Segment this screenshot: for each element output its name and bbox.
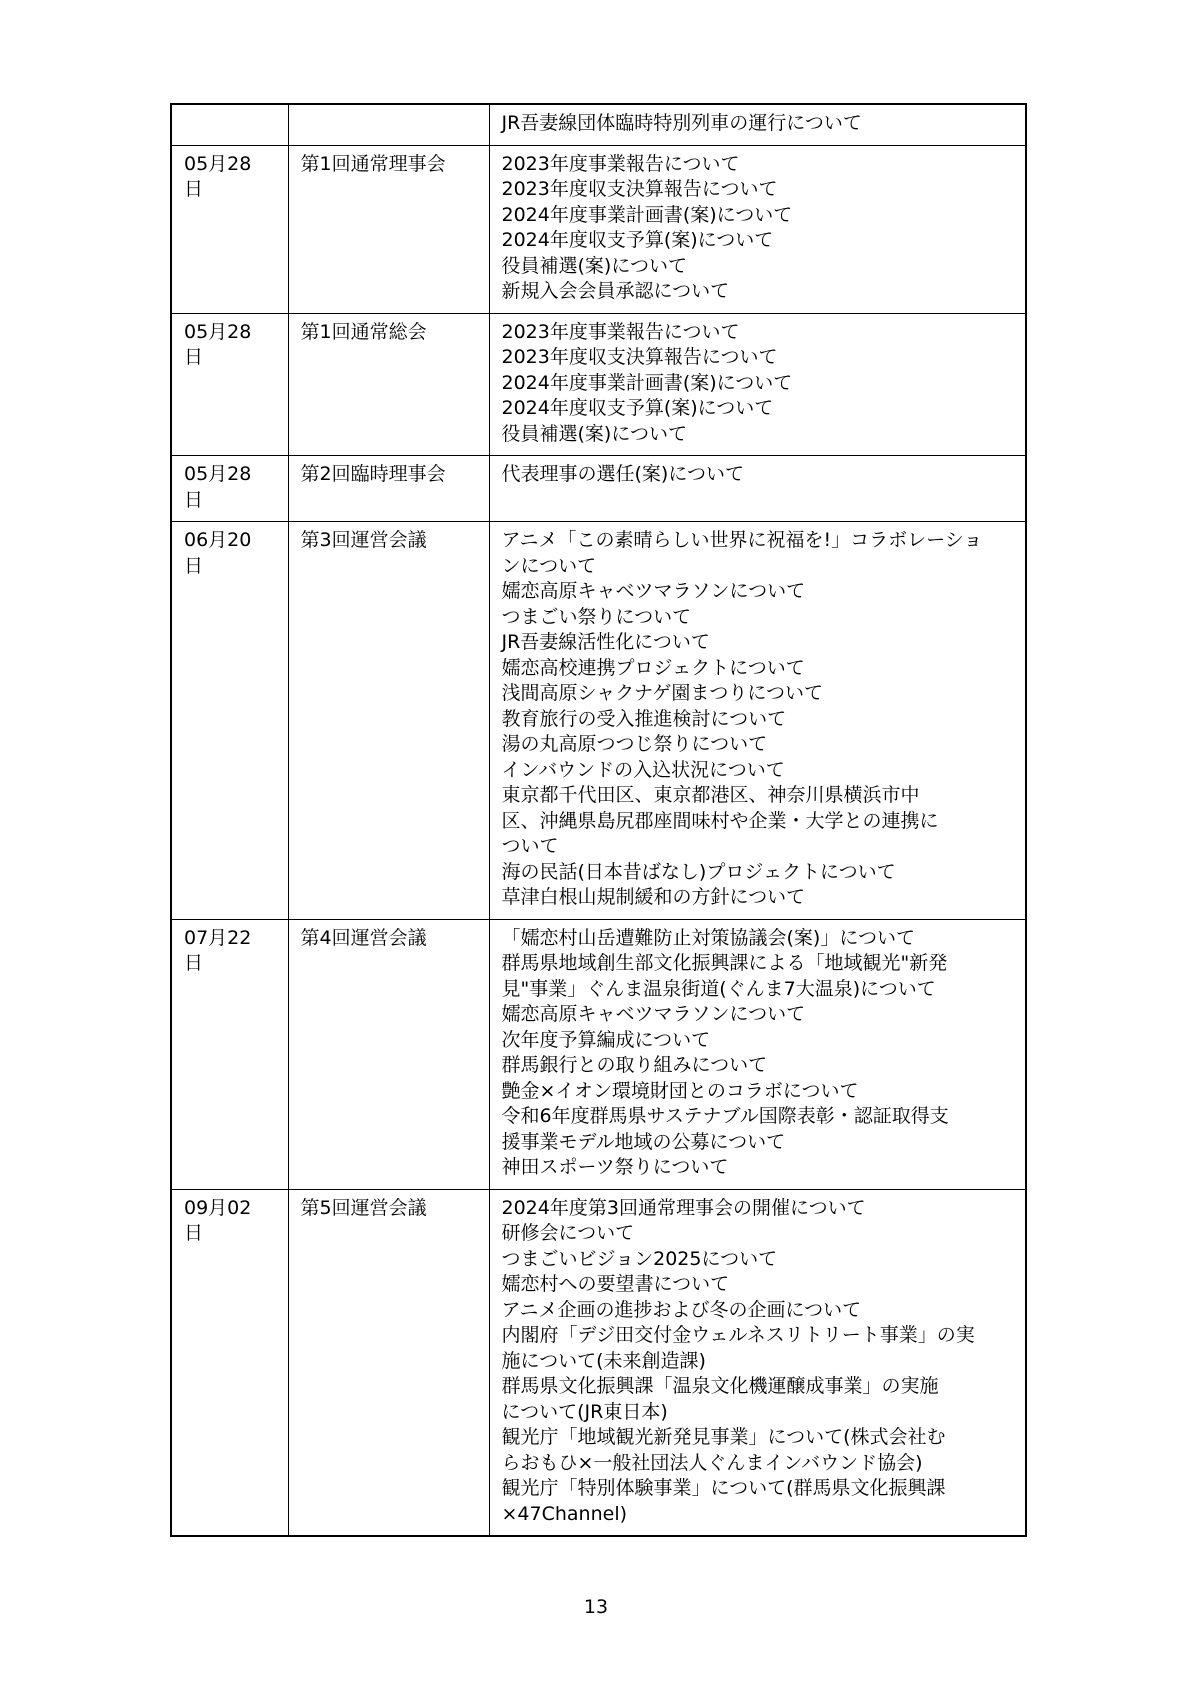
agenda-cell [489,456,1026,522]
meeting-name: 第5回運営会議 [300,1196,427,1219]
agenda-line: 観光庁「特別体験事業」について(群馬県文化振興課 [501,1477,946,1499]
agenda-line: アニメ企画の進捗および冬の企画について [501,1298,862,1321]
date-cell [171,919,288,1189]
agenda-cell [489,919,1026,1189]
table-row [171,313,1026,456]
date-cell [171,456,288,522]
meeting-name-cell [288,522,489,920]
agenda-line: 東京都千代田区、東京都港区、神奈川県横浜市中 [501,784,920,806]
agenda-line: 見"事業」ぐんま温泉街道(ぐんま7大温泉)について [501,977,936,1000]
agenda-line: 役員補選(案)について [501,422,687,445]
agenda-line: 嬬恋村への要望書について [501,1273,730,1295]
agenda-line: 2024年度収支予算(案)について [501,397,774,419]
table-row [171,1189,1026,1536]
date-line: 06月20 [184,529,252,551]
agenda-line: ついて [501,835,559,857]
agenda-line: JR吾妻線団体臨時特別列車の運行について [501,112,862,134]
agenda-line: 内閣府「デジ田交付金ウェルネスリトリート事業」の実 [501,1324,975,1346]
agenda-line: 海の民話(日本昔ばなし)プロジェクトについて [501,860,896,883]
agenda-line: 次年度予算編成について [501,1028,711,1051]
date-line: 日 [184,952,204,974]
agenda-line: 教育旅行の受入推進検討について [501,707,787,730]
agenda-line: 2023年度収支決算報告について [501,346,778,368]
page-number: 13 [583,1596,609,1618]
date-line: 05月28 [184,152,252,175]
agenda-line: 2023年度事業報告について [501,152,740,175]
agenda-line [502,488,1016,514]
meeting-name: 第2回臨時理事会 [300,463,446,485]
agenda-cell [489,1189,1026,1536]
agenda-line: 施について(未来創造課) [501,1349,706,1372]
agenda-line: 嬬恋高原キャベツマラソンについて [501,1003,806,1025]
table-row [171,522,1026,920]
meeting-name-cell [288,104,489,145]
agenda-line: 役員補選(案)について [501,254,687,277]
meeting-name: 第3回運営会議 [300,529,427,551]
agenda-line: 2023年度収支決算報告について [501,178,778,200]
date-line: 日 [184,178,204,200]
agenda-cell [489,104,1026,145]
agenda-line: ×47Channel) [501,1502,628,1525]
agenda-line: ンについて [501,554,597,577]
agenda-line: 代表理事の選任(案)について [501,463,744,485]
table-row [171,104,1026,145]
table-body [171,104,1026,1536]
date-cell [171,522,288,920]
agenda-line: 嬬恋高校連携プロジェクトについて [501,656,805,679]
agenda-line: 群馬県地域創生部文化振興課による「地域観光"新発 [501,952,948,974]
date-line: 09月02 [184,1196,252,1219]
agenda-line: らおもひ×一般社団法人ぐんまインバウンド協会) [501,1451,923,1474]
agenda-line: 新規入会会員承認について [501,280,730,302]
agenda-line: 嬬恋高原キャベツマラソンについて [501,580,806,602]
date-cell [171,1189,288,1536]
agenda-line: JR吾妻線活性化について [501,631,710,653]
meeting-name-cell [288,145,489,313]
agenda-line: 神田スポーツ祭りについて [501,1156,729,1178]
meeting-name: 第4回運営会議 [300,926,427,949]
agenda-line: 2024年度事業計画書(案)について [501,371,793,394]
agenda-line: 研修会について [501,1222,635,1244]
date-line: 07月22 [184,926,252,949]
agenda-line: 草津白根山規制緩和の方針について [501,886,806,908]
agenda-line: 群馬県文化振興課「温泉文化機運醸成事業」の実施 [501,1375,939,1397]
table-row [171,456,1026,522]
meeting-name-cell [288,919,489,1189]
agenda-cell [489,522,1026,920]
agenda-line: 観光庁「地域観光新発見事業」について(株式会社む [501,1426,946,1448]
agenda-line: 2024年度第3回通常理事会の開催について [501,1196,866,1219]
agenda-line: つまごい祭りについて [501,605,692,628]
agenda-line: 「嬬恋村山岳遭難防止対策協議会(案)」について [501,926,915,949]
agenda-cell [489,313,1026,456]
date-cell [171,145,288,313]
agenda-line: 湯の丸高原つつじ祭りについて [501,733,768,755]
agenda-line: アニメ「この素晴らしい世界に祝福を!」コラボレーショ [501,529,983,551]
date-line: 日 [184,1222,204,1244]
agenda-line: 援事業モデル地域の公募について [501,1130,786,1153]
date-cell [171,104,288,145]
table-row [171,145,1026,313]
meeting-record-table [170,103,1027,1537]
agenda-line: 艶金×イオン環境財団とのコラボについて [501,1079,859,1102]
agenda-cell [489,145,1026,313]
agenda-line: 令和6年度群馬県サステナブル国際表彰・認証取得支 [501,1105,949,1127]
agenda-line: について(JR東日本) [501,1400,668,1423]
table-row [171,919,1026,1189]
agenda-line: 2024年度事業計画書(案)について [501,203,793,226]
meeting-name: 第1回通常理事会 [300,152,446,175]
agenda-line: 群馬銀行との取り組みについて [501,1054,768,1076]
date-line: 05月28 [184,463,252,485]
meeting-name: 第1回通常総会 [300,320,427,343]
meeting-name-cell [288,1189,489,1536]
agenda-line: つまごいビジョン2025について [501,1247,778,1270]
agenda-line: インバウンドの入込状況について [501,758,785,781]
agenda-line: 浅間高原シャクナゲ園まつりについて [501,682,823,704]
agenda-line: 2023年度事業報告について [501,320,740,343]
date-line: 日 [184,346,204,368]
agenda-line: 区、沖縄県島尻郡座間味村や企業・大学との連携に [501,809,939,832]
date-line: 05月28 [184,320,252,343]
agenda-line: 2024年度収支予算(案)について [501,229,774,251]
meeting-name-cell [288,313,489,456]
date-line: 日 [184,554,204,577]
date-cell [171,313,288,456]
meeting-name-cell [288,456,489,522]
date-line: 日 [184,488,204,511]
